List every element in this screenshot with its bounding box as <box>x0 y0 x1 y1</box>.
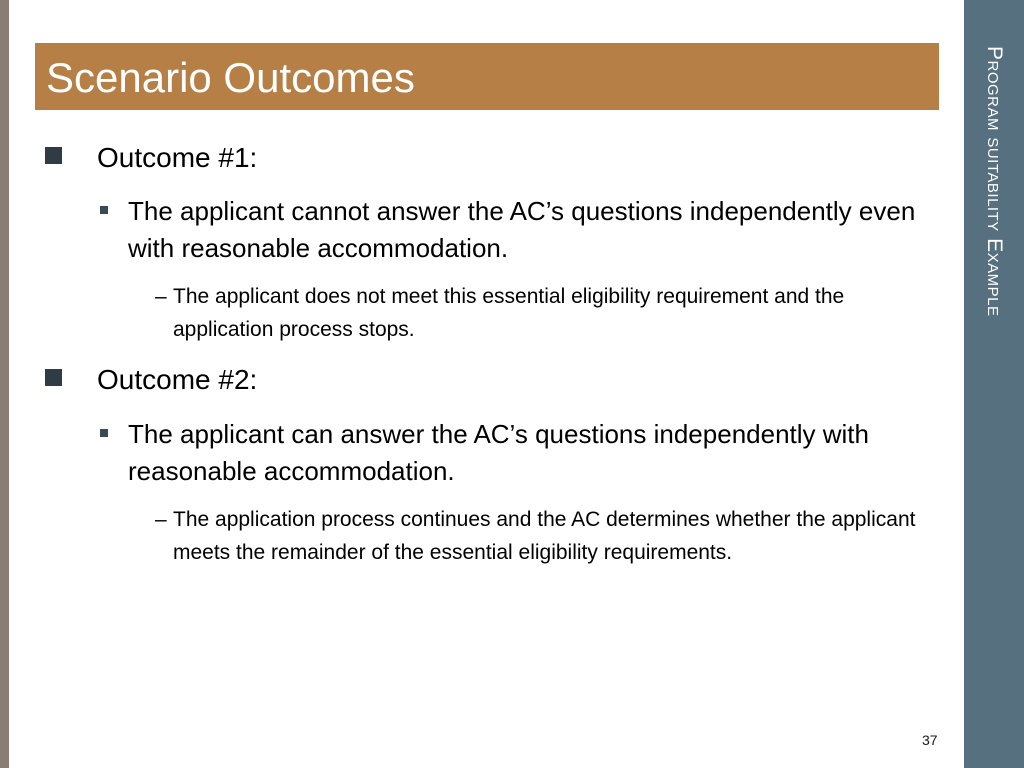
outcome-detail: The applicant cannot answer the AC’s questions independently even with reasonable accommodation. <box>128 196 916 263</box>
dash-bullet-icon: – <box>155 508 167 531</box>
small-square-bullet-icon <box>100 429 108 437</box>
outcome-sub-detail: The applicant does not meet this essential eligibility requirement and the application process stops. <box>173 285 845 341</box>
outcome-heading: Outcome #2: <box>97 364 258 395</box>
page-number: 37 <box>922 732 938 748</box>
outcome-heading: Outcome #1: <box>97 142 258 173</box>
square-bullet-icon <box>45 147 62 164</box>
section-title: Program suitability Example <box>983 46 1006 317</box>
outcome-sub-detail: The application process continues and the AC determines whether the applicant meets the remainder of the essential eligibility requirements. <box>173 508 916 564</box>
square-bullet-icon <box>45 369 62 386</box>
slide-title: Scenario Outcomes <box>46 54 415 101</box>
dash-bullet-icon: – <box>155 285 167 308</box>
outcome-detail: The applicant can answer the AC’s questions independently with reasonable accommodation. <box>128 419 869 486</box>
small-square-bullet-icon <box>100 206 108 214</box>
